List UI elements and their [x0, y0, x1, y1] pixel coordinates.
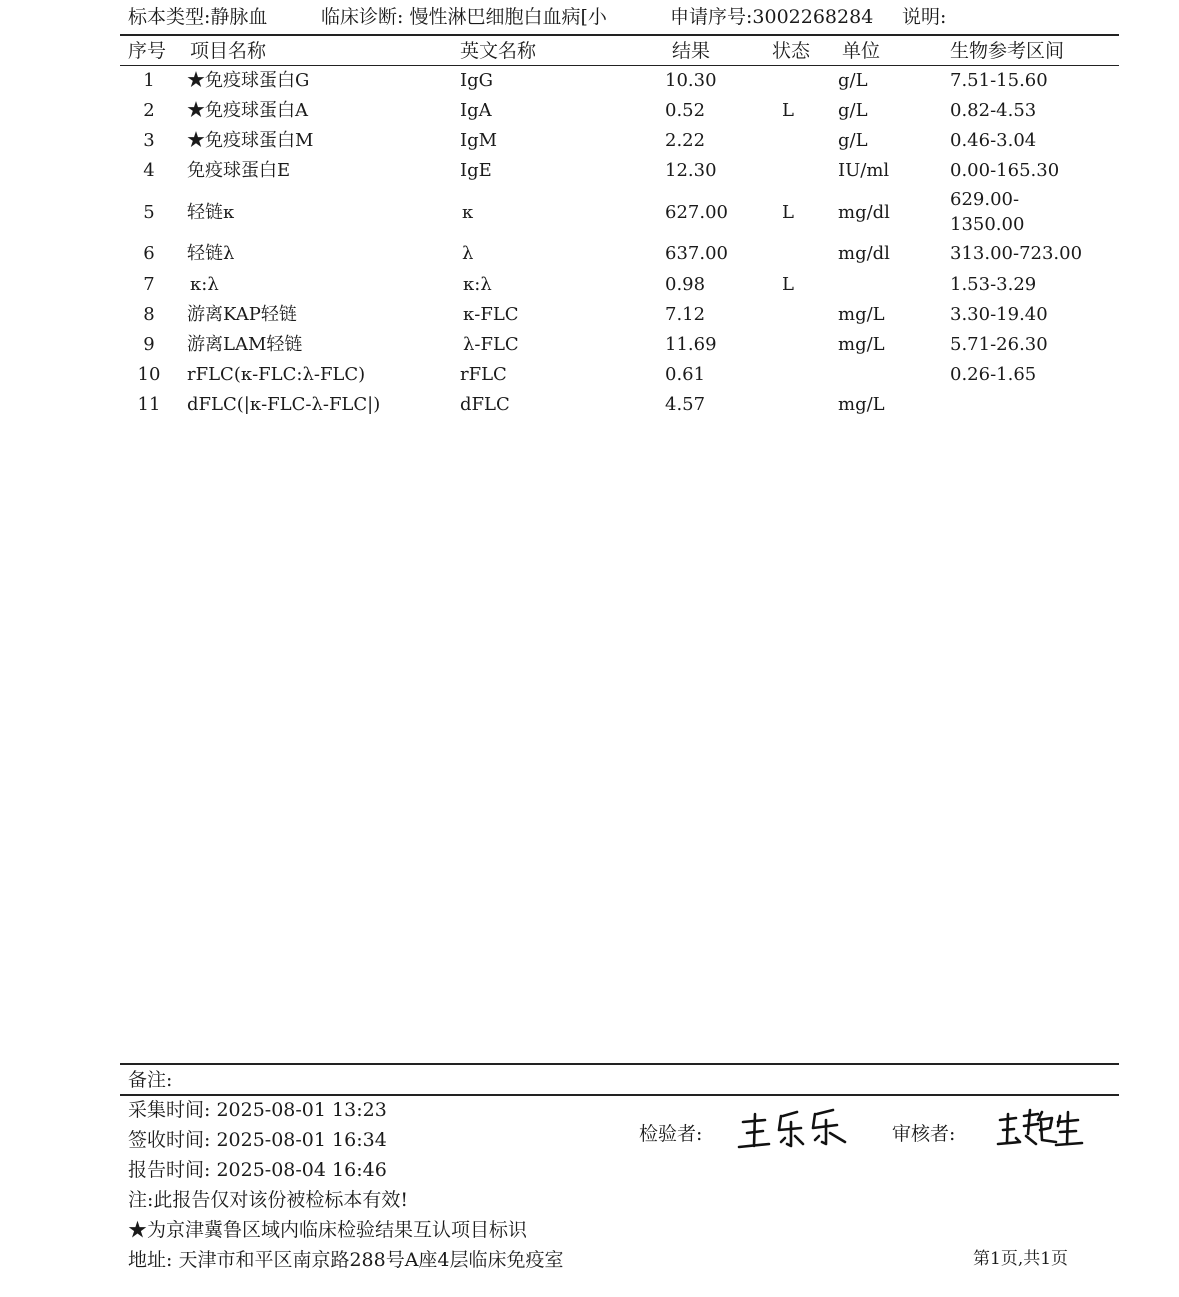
report-note: 说明: — [902, 6, 947, 28]
item-name: 免疫球蛋白E — [187, 160, 291, 181]
reference-range: 5.71-26.30 — [950, 334, 1048, 355]
row-number: 1 — [143, 70, 155, 91]
request-number: 申请序号:3002268284 — [670, 6, 874, 28]
tester-label: 检验者: — [639, 1123, 703, 1145]
lab-address: 地址: 天津市和平区南京路288号A座4层临床免疫室 — [128, 1249, 564, 1271]
result-value: 4.57 — [665, 394, 706, 415]
english-name: κ-FLC — [463, 304, 519, 325]
mutual-recognition-note: ★为京津冀鲁区域内临床检验结果互认项目标识 — [128, 1219, 528, 1241]
unit: g/L — [838, 70, 868, 91]
reference-range: 3.30-19.40 — [950, 304, 1048, 325]
col-head-english: 英文名称 — [460, 40, 537, 62]
result-value: 0.98 — [665, 274, 706, 295]
collect-time: 采集时间: 2025-08-01 13:23 — [128, 1099, 387, 1121]
english-name: dFLC — [460, 394, 510, 415]
reviewer-signature — [994, 1104, 1086, 1156]
remarks-label: 备注: — [128, 1069, 173, 1091]
col-head-range: 生物参考区间 — [950, 40, 1065, 62]
result-value: 627.00 — [665, 202, 728, 223]
page-number: 第1页,共1页 — [973, 1249, 1069, 1269]
col-head-unit: 单位 — [842, 40, 881, 62]
reference-range: 1.53-3.29 — [950, 274, 1037, 295]
item-name: 游离KAP轻链 — [187, 304, 297, 325]
col-head-result: 结果 — [672, 40, 711, 62]
row-number: 8 — [143, 304, 155, 325]
english-name: IgA — [460, 100, 492, 121]
item-name: dFLC(|κ-FLC-λ-FLC|) — [187, 394, 381, 415]
item-name: ★免疫球蛋白M — [187, 130, 314, 151]
result-value: 11.69 — [665, 334, 717, 355]
result-value: 0.52 — [665, 100, 706, 121]
reference-range: 313.00-723.00 — [950, 243, 1083, 264]
english-name: λ-FLC — [463, 334, 519, 355]
specimen-type: 标本类型:静脉血 — [128, 6, 268, 28]
validity-note: 注:此报告仅对该份被检标本有效! — [128, 1189, 409, 1211]
item-name: ★免疫球蛋白G — [187, 70, 310, 91]
result-value: 10.30 — [665, 70, 717, 91]
result-value: 12.30 — [665, 160, 717, 181]
unit: mg/L — [838, 304, 885, 325]
unit: g/L — [838, 100, 868, 121]
remarks-bottom-rule — [120, 1094, 1119, 1096]
col-head-name: 项目名称 — [190, 40, 267, 62]
row-number: 5 — [143, 202, 155, 223]
item-name: 轻链λ — [187, 243, 235, 264]
unit: mg/dl — [838, 243, 890, 264]
row-number: 11 — [137, 394, 161, 415]
status-flag: L — [782, 202, 794, 223]
header-bottom-rule — [120, 65, 1119, 66]
result-value: 2.22 — [665, 130, 706, 151]
unit: mg/dl — [838, 202, 890, 223]
col-head-no: 序号 — [128, 40, 167, 62]
row-number: 4 — [143, 160, 155, 181]
reference-range: 0.46-3.04 — [950, 130, 1037, 151]
english-name: IgM — [460, 130, 498, 151]
row-number: 7 — [143, 274, 155, 295]
row-number: 6 — [143, 243, 155, 264]
reference-range: 0.82-4.53 — [950, 100, 1037, 121]
item-name: ★免疫球蛋白A — [187, 100, 308, 121]
reference-range: 0.00-165.30 — [950, 160, 1060, 181]
row-number: 9 — [143, 334, 155, 355]
item-name: 轻链κ — [187, 202, 235, 223]
item-name: rFLC(κ-FLC:λ-FLC) — [187, 364, 366, 385]
english-name: κ:λ — [463, 274, 492, 295]
english-name: IgE — [460, 160, 492, 181]
reference-range-continued: 1350.00 — [950, 214, 1025, 235]
unit: mg/L — [838, 334, 885, 355]
result-value: 7.12 — [665, 304, 706, 325]
english-name: IgG — [460, 70, 494, 91]
reviewer-label: 审核者: — [892, 1123, 956, 1145]
unit: g/L — [838, 130, 868, 151]
english-name: rFLC — [460, 364, 507, 385]
item-name: κ:λ — [190, 274, 219, 295]
row-number: 10 — [137, 364, 161, 385]
clinical-diagnosis: 临床诊断: 慢性淋巴细胞白血病[小 — [321, 6, 607, 28]
unit: IU/ml — [838, 160, 890, 181]
footer-top-rule — [120, 1063, 1119, 1065]
row-number: 2 — [143, 100, 155, 121]
english-name: κ — [462, 202, 474, 223]
result-value: 0.61 — [665, 364, 706, 385]
tester-signature — [735, 1100, 855, 1158]
status-flag: L — [782, 100, 794, 121]
reference-range: 0.26-1.65 — [950, 364, 1037, 385]
reference-range: 629.00- — [950, 189, 1020, 210]
unit: mg/L — [838, 394, 885, 415]
col-head-status: 状态 — [772, 40, 811, 62]
result-value: 637.00 — [665, 243, 728, 264]
row-number: 3 — [143, 130, 155, 151]
status-flag: L — [782, 274, 794, 295]
item-name: 游离LAM轻链 — [187, 334, 303, 355]
receive-time: 签收时间: 2025-08-01 16:34 — [128, 1129, 387, 1151]
english-name: λ — [462, 243, 474, 264]
reference-range: 7.51-15.60 — [950, 70, 1048, 91]
report-time: 报告时间: 2025-08-04 16:46 — [128, 1159, 387, 1181]
